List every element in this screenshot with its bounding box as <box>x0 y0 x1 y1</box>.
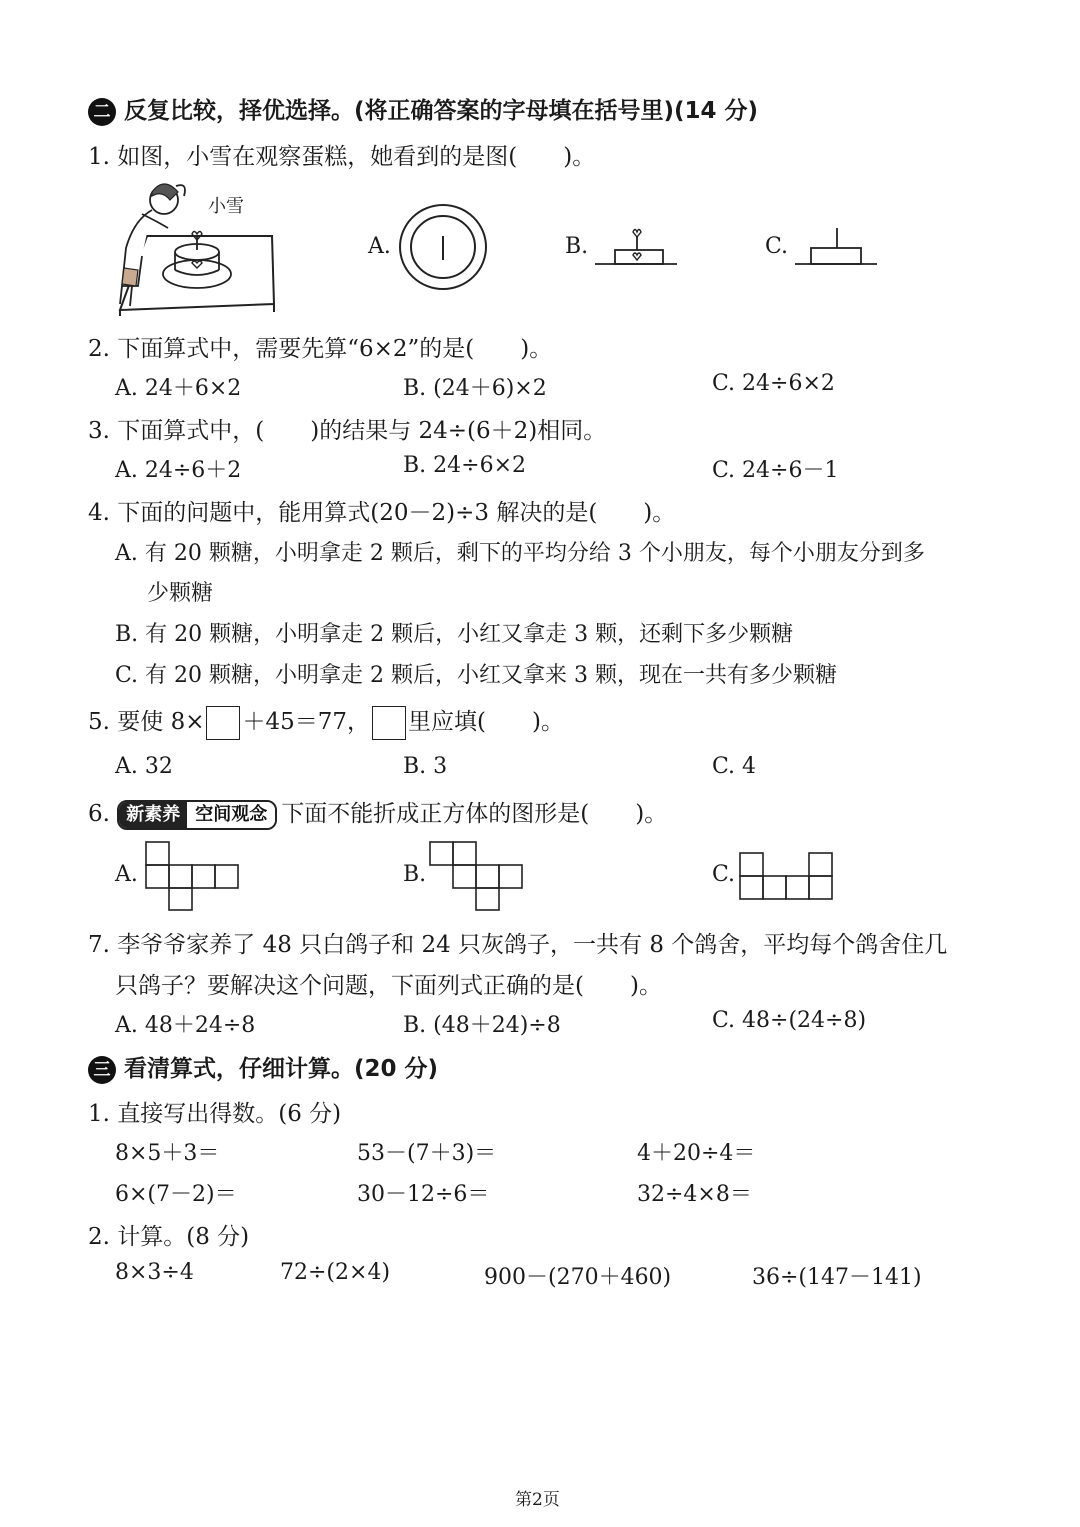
question-3-option-a: A. 24÷6＋2 <box>115 458 242 483</box>
front-view-heart-icon <box>595 224 679 268</box>
blank-box <box>206 706 240 740</box>
question-4-option-b: B. 有 20 颗糖，小明拿走 2 颗后，小红又拿走 3 颗，还剩下多少颗糖 <box>115 622 794 647</box>
oral-calc-item: 30－12÷6＝ <box>357 1182 490 1207</box>
cube-net-c-icon <box>739 852 835 902</box>
question-6-text: 下面不能折成正方体的图形是( )。 <box>281 801 668 827</box>
question-5-text-part-1: 5. 要使 8× <box>88 709 205 735</box>
question-6-option-a-figure <box>146 840 241 916</box>
oral-calc-item: 4＋20÷4＝ <box>637 1141 756 1166</box>
calc-item: 900－(270＋460) <box>484 1265 672 1290</box>
section-3-title-row <box>88 1050 438 1084</box>
section-3-title: 看清算式，仔细计算。(20 分) <box>124 1056 439 1082</box>
question-6-number: 6. <box>88 801 110 827</box>
question-4-text: 4. 下面的问题中，能用算式(20－2)÷3 解决的是( )。 <box>88 500 676 526</box>
question-1-text: 1. 如图，小雪在观察蛋糕，她看到的是图( )。 <box>88 144 596 170</box>
girl-label: 小雪 <box>208 196 244 217</box>
question-6-option-b-figure <box>430 840 525 916</box>
question-2-text: 2. 下面算式中，需要先算“6×2”的是( )。 <box>88 336 553 362</box>
question-3-text: 3. 下面算式中，( )的结果与 24÷(6＋2)相同。 <box>88 418 607 444</box>
tag-left: 新素养 <box>119 802 187 828</box>
new-literacy-tag <box>117 800 277 830</box>
question-6-option-c-label: C. <box>712 862 736 887</box>
top-view-circles-icon <box>398 204 490 290</box>
oral-calc-item: 6×(7－2)＝ <box>115 1182 237 1207</box>
calc-item: 8×3÷4 <box>115 1260 194 1285</box>
question-1-option-b-label: B. <box>565 234 589 259</box>
question-4-option-c: C. 有 20 颗糖，小明拿走 2 颗后，小红又拿来 3 颗，现在一共有多少颗糖 <box>115 663 837 688</box>
calc-item: 72÷(2×4) <box>280 1260 391 1285</box>
question-4-option-a-line-2: 少颗糖 <box>147 581 214 606</box>
question-6-option-c-figure <box>739 852 835 906</box>
cube-net-a-icon <box>146 840 241 912</box>
question-7-option-a: A. 48＋24÷8 <box>115 1013 256 1038</box>
question-5-option-a: A. 32 <box>115 754 173 779</box>
question-1-illustration <box>112 178 282 318</box>
question-2-option-c: C. 24÷6×2 <box>712 371 835 396</box>
calc-item: 36÷(147－141) <box>752 1265 922 1290</box>
question-6-text-row <box>88 795 667 830</box>
section-3-part-1-heading: 1. 直接写出得数。(6 分) <box>88 1101 342 1127</box>
girl-cake-illustration <box>112 178 282 318</box>
question-5-text-part-2: ＋45＝77， <box>242 709 371 735</box>
question-5-text <box>88 703 564 740</box>
question-3-option-c: C. 24÷6－1 <box>712 458 839 483</box>
section-2-title: 反复比较，择优选择。(将正确答案的字母填在括号里)(14 分) <box>124 98 759 124</box>
blank-box <box>372 706 406 740</box>
question-6-option-b-label: B. <box>403 862 427 887</box>
section-2-badge: 二 <box>88 98 116 126</box>
question-1-option-a-figure <box>398 204 490 294</box>
question-2-option-b: B. (24＋6)×2 <box>403 376 547 401</box>
question-7-option-c: C. 48÷(24÷8) <box>712 1008 867 1033</box>
question-7-option-b: B. (48＋24)÷8 <box>403 1013 561 1038</box>
side-view-plain-icon <box>795 226 879 268</box>
oral-calc-item: 53－(7＋3)＝ <box>357 1141 497 1166</box>
question-5-option-b: B. 3 <box>403 754 448 779</box>
question-4-option-a-line-1: A. 有 20 颗糖，小明拿走 2 颗后，剩下的平均分给 3 个小朋友，每个小朋友分到多 <box>115 541 925 566</box>
question-7-text-line-1: 7. 李爷爷家养了 48 只白鸽子和 24 只灰鸽子，一共有 8 个鸽舍，平均每个鸽舍住几 <box>88 932 948 958</box>
question-1-option-b-figure <box>595 224 679 272</box>
question-1-option-a-label: A. <box>368 234 391 259</box>
section-2-title-row <box>88 92 758 126</box>
question-7-text-line-2: 只鸽子？要解决这个问题，下面列式正确的是( )。 <box>115 973 662 999</box>
oral-calc-item: 32÷4×8＝ <box>637 1182 752 1207</box>
section-3-badge: 三 <box>88 1056 116 1084</box>
question-1-option-c-label: C. <box>765 234 789 259</box>
question-5-text-part-3: 里应填( )。 <box>408 709 564 735</box>
tag-right: 空间观念 <box>187 802 275 828</box>
question-2-option-a: A. 24＋6×2 <box>115 376 242 401</box>
page-number: 第2页 <box>515 1490 560 1510</box>
question-1-option-c-figure <box>795 226 879 272</box>
question-5-option-c: C. 4 <box>712 754 757 779</box>
oral-calc-item: 8×5＋3＝ <box>115 1141 220 1166</box>
question-6-option-a-label: A. <box>115 862 138 887</box>
cube-net-b-icon <box>430 840 525 912</box>
question-3-option-b: B. 24÷6×2 <box>403 453 527 478</box>
section-3-part-2-heading: 2. 计算。(8 分) <box>88 1224 250 1250</box>
